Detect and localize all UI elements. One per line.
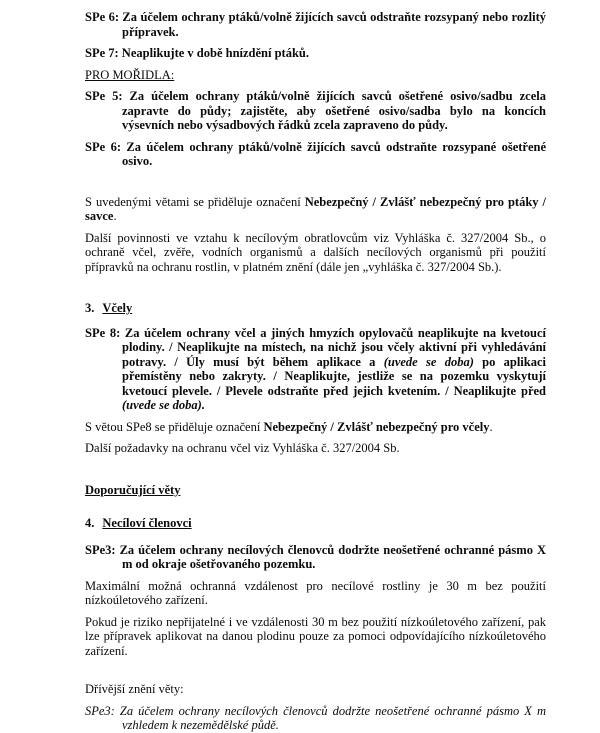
paragraph-spe6-birds: SPe 6: Za účelem ochrany ptáků/volně žijících savců odstraňte rozsypaný nebo rozlitý přípravek. (85, 10, 546, 39)
heading-bees (85, 301, 546, 316)
paragraph-spe3-current: SPe3: Za účelem ochrany necílových členovců dodržte neošetřené ochranné pásmo X m od okraje ošetřovaného pozemku. (85, 542, 546, 571)
paragraph-spe8 (85, 326, 546, 413)
paragraph-label-birds (85, 195, 546, 224)
spe8-placeholder-1: (uvede se doba) (383, 354, 474, 369)
heading-arthropods-number: 4. (85, 516, 95, 530)
paragraph-spe7: SPe 7: Neaplikujte v době hnízdění ptáků. (85, 46, 309, 60)
label-birds-suffix: . (113, 209, 117, 223)
spe8-text-1: SPe 8: Za účelem ochrany včel a jiných hmyzích opylovačů neaplikujte na kvetoucí plodiny. / Neaplikujte na místech, na nichž jsou včely aktivní při vyhledávání potravy. / Úly musí být během aplikace a (85, 325, 546, 369)
label-birds-prefix: S uvedenými větami se přiděluje označení (85, 194, 305, 209)
label-birds-designation: Nebezpečný / Zvlášť nebezpečný pro ptáky / savce (85, 194, 546, 223)
paragraph-spe5: SPe 5: Za účelem ochrany ptáků/volně žijících savců ošetřené osivo/sadbu zcela zapravte do půdy; zajistěte, aby ošetřené osivo/sadba bylo na koncích výsevních nebo výsadbových řádků zcela zapraveno do půdy. (85, 89, 546, 132)
paragraph-max-distance: Maximální možná ochranná vzdálenost pro necílové rostliny je 30 m bez použití nízkoúletového zařízení. (85, 578, 546, 607)
spe8-text-2: po aplikaci přemístěny nebo zakryty. / Neaplikujte, jestliže se na pozemku vyskytují kvetoucí plevele. / Plevele odstraňte před jejich kvetením. / Neaplikujte před (122, 354, 546, 398)
paragraph-spe6-seed: SPe 6: Za účelem ochrany ptáků/volně žijících savců odstraňte rozsypané ošetřené osivo. (85, 139, 546, 168)
heading-bees-title: Včely (102, 301, 133, 315)
paragraph-unacceptable-risk: Pokud je riziko nepřijatelné i ve vzdálenosti 30 m bez použití nízkoúletového zařízení, pak lze přípravek aplikovat na danou plodinu pouze za pomoci odpovídajícího nízkoúletového zařízení. (85, 614, 546, 658)
paragraph-spe3-previous: SPe3: Za účelem ochrany necílových členovců dodržte neošetřené ochranné pásmo X m vzhledem k nezemědělské půdě. (85, 703, 546, 732)
label-bees-suffix: . (489, 419, 493, 434)
label-bees-prefix: S větou SPe8 se přiděluje označení (85, 419, 264, 434)
heading-arthropods-title: Necíloví členovci (102, 516, 192, 530)
paragraph-vyhlaska-bees: Další požadavky na ochranu včel viz Vyhláška č. 327/2004 Sb. (85, 441, 400, 455)
paragraph-label-bees (85, 420, 546, 435)
paragraph-previous-wording-label: Dřívější znění věty: (85, 682, 184, 696)
label-bees-designation: Nebezpečný / Zvlášť nebezpečný pro včely (263, 419, 490, 434)
spe8-placeholder-2: (uvede se doba). (122, 398, 205, 412)
heading-recommendations: Doporučující věty (85, 482, 181, 497)
heading-bees-number: 3. (85, 301, 95, 315)
paragraph-vyhlaska-birds: Další povinnosti ve vztahu k necílovým obratlovcům viz Vyhláška č. 327/2004 Sb., o ochraně včel, zvěře, vodních organismů a dalších necílových organismů při použití přípravků na ochranu rostlin, v platném znění (dále jen „vyhláška č. 327/2004 Sb.). (85, 230, 546, 274)
subheading-pro-moridla: PRO MOŘIDLA: (85, 67, 175, 82)
heading-arthropods (85, 516, 546, 531)
